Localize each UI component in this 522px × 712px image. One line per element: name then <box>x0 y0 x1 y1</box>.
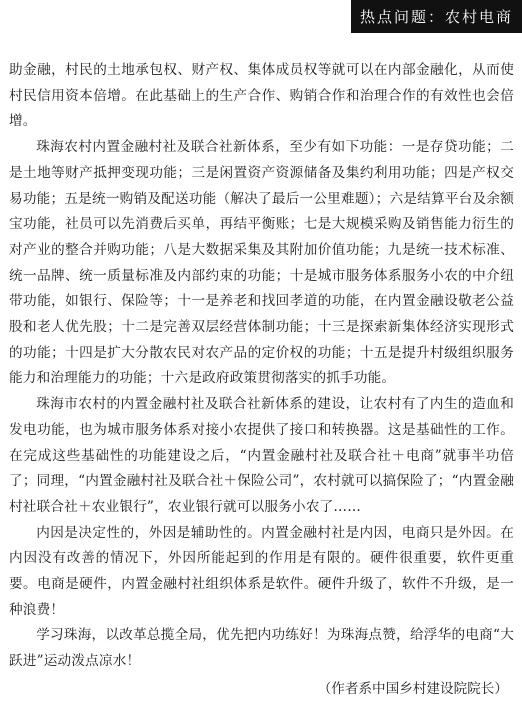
author-byline: （作者系中国乡村建设院院长） <box>317 680 508 697</box>
section-header-bar <box>351 0 522 33</box>
article-paragraph: 珠海农村内置金融村社及联合社新体系，至少有如下功能：一是存贷功能；二是土地等财产抵押变现功能；三是闲置资产资源储备及集约利用功能；四是产权交易功能；五是统一购销及配送功能（解决了最后一公里难题）；六是结算平台及余额宝功能，社员可以先消费后买单，再结平衡账；七是大规模采购及销售能力衍生的对产业的整合并购功能；八是大数据采集及其附加价值功能；九是统一技术标准、统一品牌、统一质量标准及内部约束的功能；十是城市服务体系服务小农的中介纽带功能，如银行、保险等；十一是养老和找回孝道的功能，在内置金融设敬老公益股和老人优先股；十二是完善双层经营体制功能；十三是探索新集体经济实现形式的功能；十四是扩大分散农民对农产品的定价权的功能；十五是提升村级组织服务能力和治理能力的功能；十六是政府政策贯彻落实的抓手功能。 <box>9 139 514 387</box>
article-paragraph: 内因是决定性的，外因是辅助性的。内置金融村社是内因，电商只是外因。在内因没有改善的情况下，外因所能起到的作用是有限的。硬件很重要，软件更重要。电商是硬件，内置金融村社组织体系是软件。硬件升级了，软件不升级，是一种浪费！ <box>9 524 514 618</box>
article-paragraph: 学习珠海，以改革总揽全局，优先把内功练好！为珠海点赞，给浮华的电商“大跃进”运动泼点凉水！ <box>9 627 514 670</box>
section-header-title: 热点问题：农村电商 <box>359 8 513 26</box>
article-paragraph: 助金融，村民的土地承包权、财产权、集体成员权等就可以在内部金融化，从而使村民信用资本倍增。在此基础上的生产合作、购销合作和治理合作的有效性也会倍增。 <box>9 62 514 130</box>
article-body <box>9 58 514 703</box>
article-paragraph: 珠海市农村的内置金融村社及联合社新体系的建设，让农村有了内生的造血和发电功能，也为城市服务体系对接小农提供了接口和转换器。这是基础性的工作。在完成这些基础性的功能建设之后，“内置金融村社及联合社＋电商”就事半功倍了；同理，“内置金融村社及联合社＋保险公司”，农村就可以搞保险了；“内置金融村社联合社＋农业银行”，农业银行就可以服务小农了…… <box>9 396 514 515</box>
